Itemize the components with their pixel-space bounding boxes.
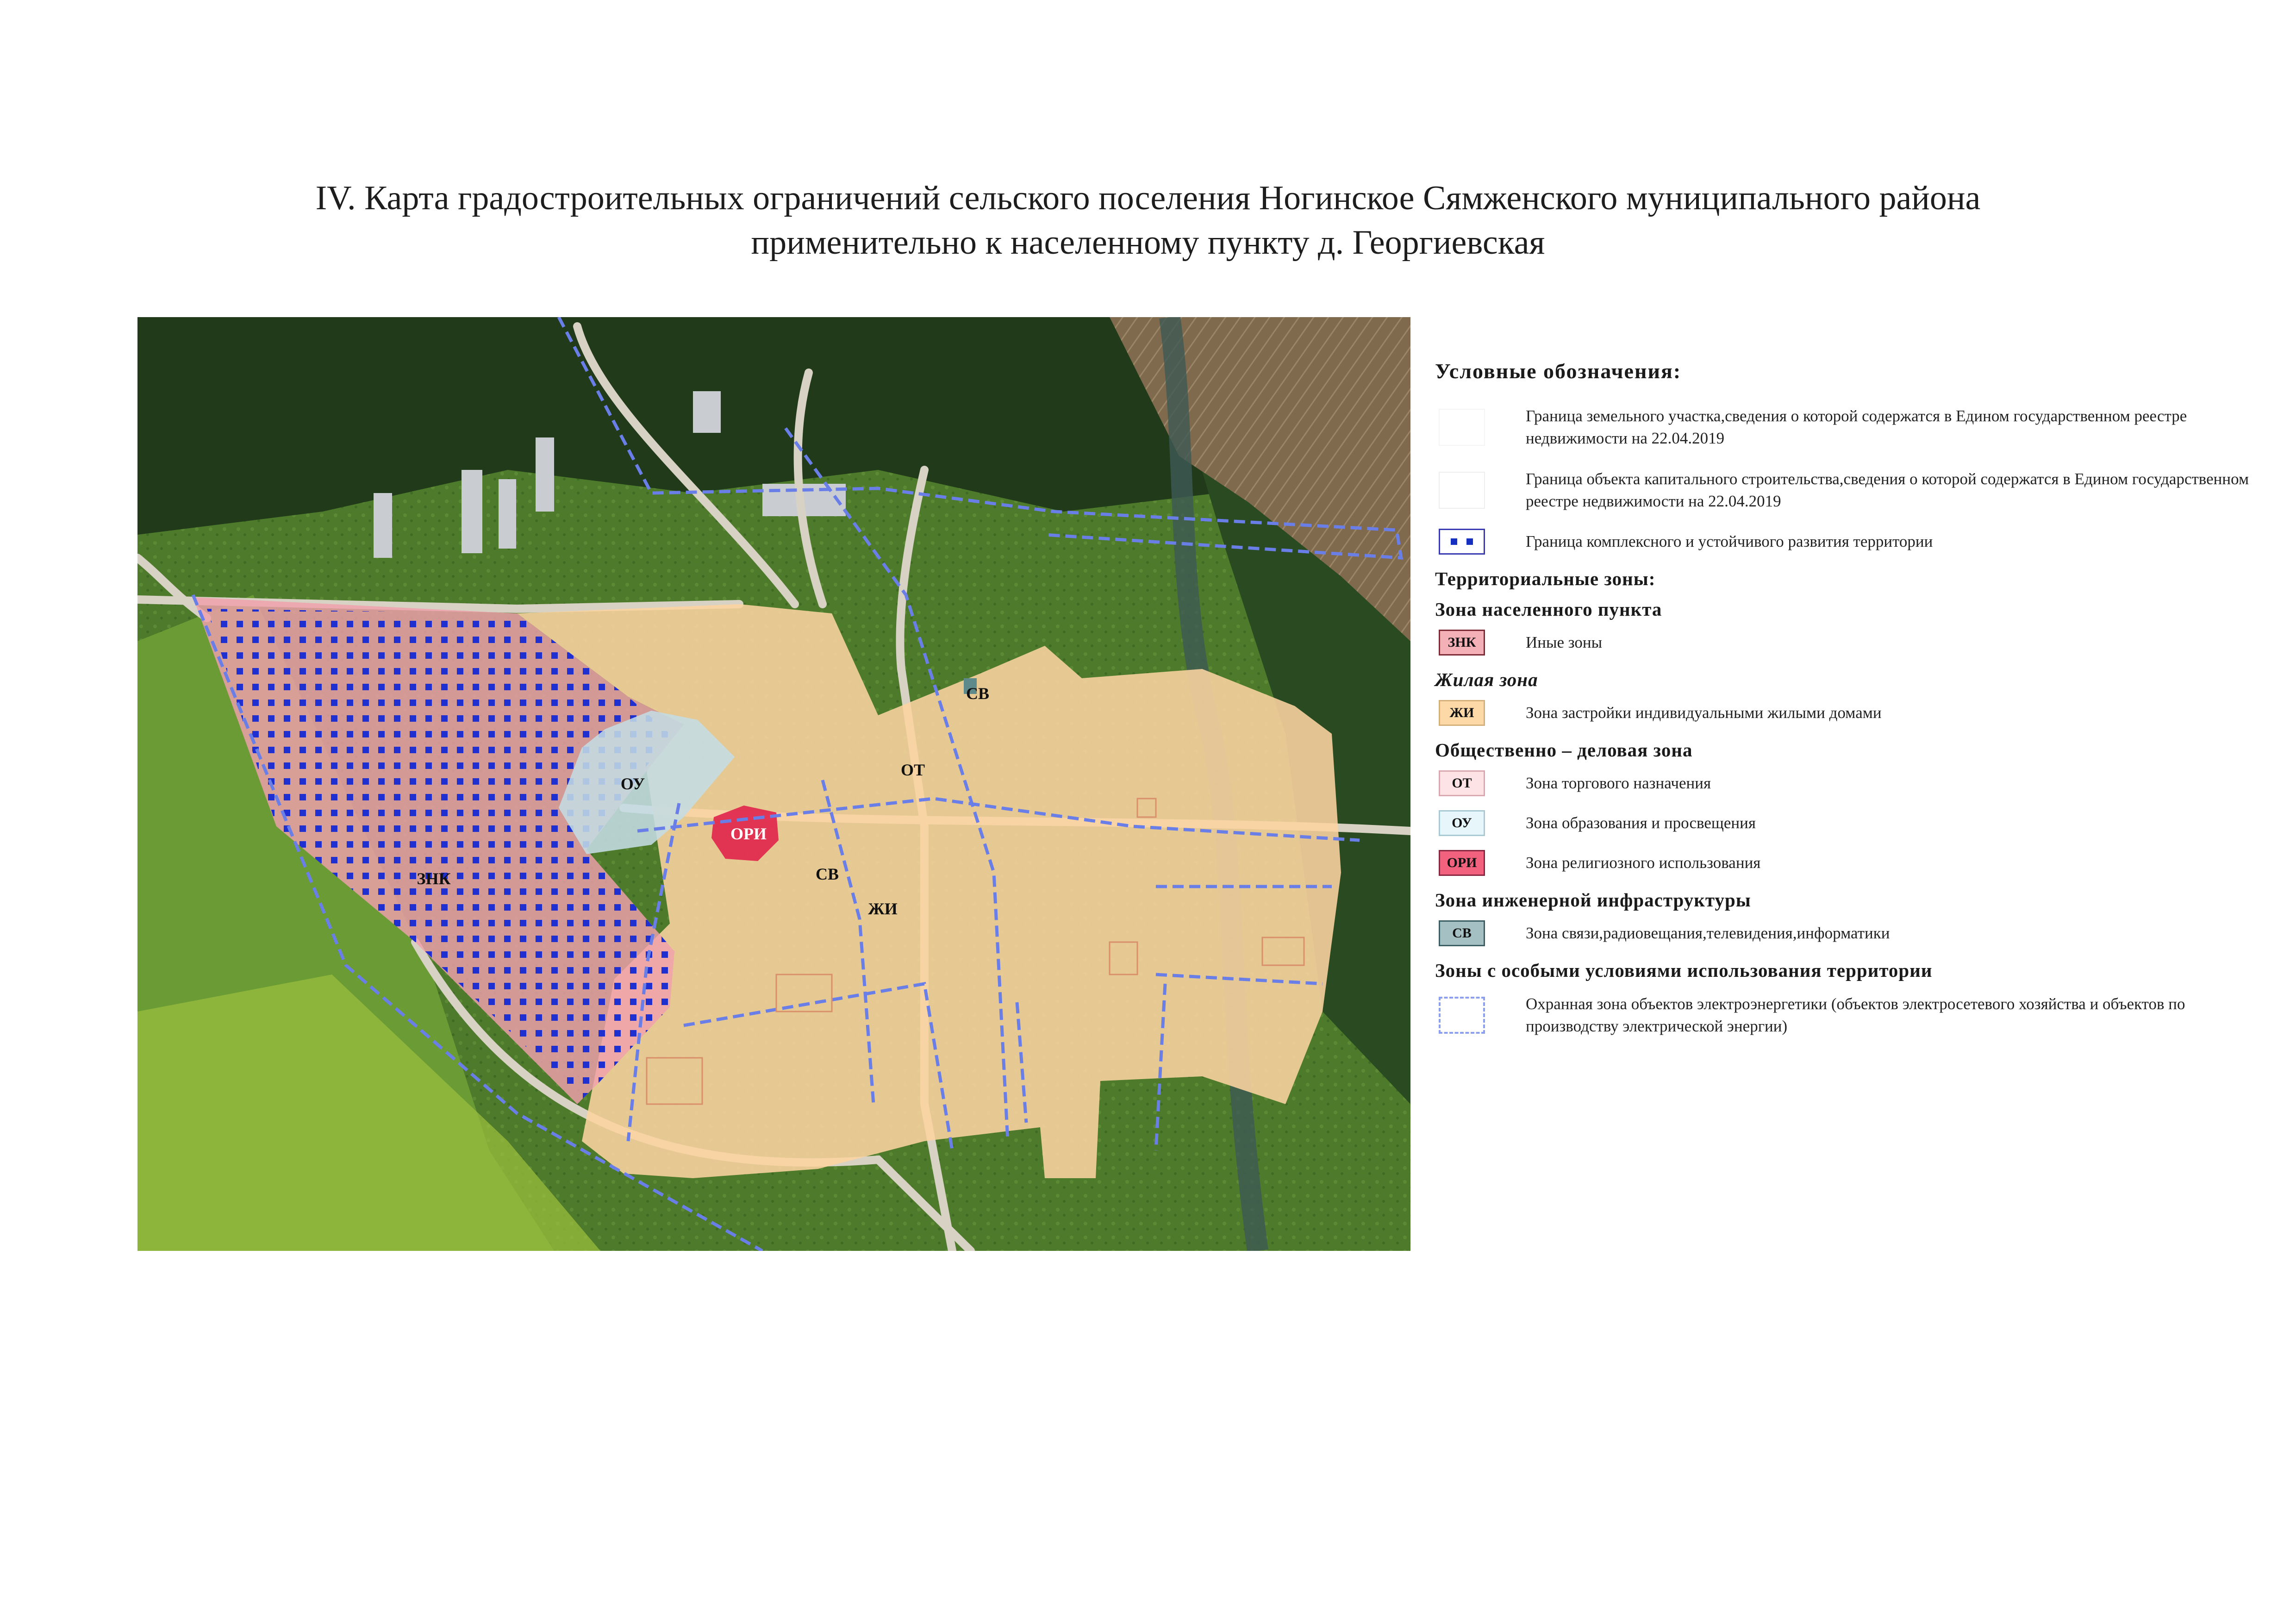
legend-text-development-boundary: Граница комплексного и устойчивого развития территории [1526,532,1933,550]
label-znk: ЗНК [417,869,451,888]
swatch-znk: ЗНК [1439,630,1485,656]
legend-text-protection: Охранная зона объектов электроэнергетики (объектов электросетевого хозяйства и объектов по производству электрической энергии) [1526,995,2185,1035]
legend-text-object-boundary: Граница объекта капитального строительства,сведения о которой содержатся в Едином государственном реестре недвижимости на 22.04.2019 [1526,470,2249,510]
legend-item-ot [1435,769,2268,797]
label-ori: ОРИ [730,824,767,843]
legend-item-object-boundary [1435,465,2268,516]
legend-item-development-boundary [1435,528,2268,556]
legend-text-znk: Иные зоны [1526,633,1603,651]
legend-item-ou [1435,809,2268,837]
swatch-protection [1439,997,1485,1034]
legend-text-ori: Зона религиозного использования [1526,854,1761,872]
map-legend [1435,359,2268,1053]
map-title [0,176,2296,265]
legend-section-territorial: Территориальные зоны: [1435,568,1656,589]
legend-item-ori [1435,849,2268,877]
legend-item-protection [1435,990,2268,1041]
label-ot: ОТ [900,761,925,779]
legend-item-land-boundary [1435,402,2268,453]
swatch-ot: ОТ [1439,770,1485,796]
legend-section-infra: Зона инженерной инфраструктуры [1435,889,1751,911]
legend-text-ot: Зона торгового назначения [1526,774,1711,792]
label-ou: ОУ [620,775,645,793]
swatch-sv: СВ [1439,920,1485,946]
legend-item-znk [1435,629,2268,656]
legend-section-special: Зоны с особыми условиями использования территории [1435,960,1933,981]
legend-text-ou: Зона образования и просвещения [1526,814,1756,832]
swatch-ori: ОРИ [1439,850,1485,876]
swatch-zhi: ЖИ [1439,700,1485,726]
swatch-development-boundary [1439,529,1485,555]
map-title-line-1: IV. Карта градостроительных ограничений сельского поселения Ногинское Сямженского муниципального района [315,179,1981,217]
legend-item-zhi [1435,699,2268,727]
map-title-line-2: применительно к населенному пункту д. Георгиевская [751,224,1545,262]
legend-title: Условные обозначения: [1435,359,1682,383]
legend-item-sv [1435,919,2268,947]
swatch-land-boundary [1439,409,1485,446]
legend-section-public: Общественно – деловая зона [1435,739,1693,761]
satellite-map[interactable] [137,317,1410,1251]
legend-section-residential: Жилая зона [1435,669,1538,690]
swatch-ou: ОУ [1439,810,1485,836]
swatch-object-boundary [1439,472,1485,509]
legend-text-land-boundary: Граница земельного участка,сведения о которой содержатся в Едином государственном реестре недвижимости на 22.04.2019 [1526,407,2187,447]
legend-text-sv: Зона связи,радиовещания,телевидения,информатики [1526,924,1890,942]
label-sv-north: СВ [966,684,990,703]
label-sv-center: СВ [815,865,839,883]
legend-text-zhi: Зона застройки индивидуальными жилыми домами [1526,704,1882,722]
label-zhi: ЖИ [868,899,898,918]
legend-section-settlement: Зона населенного пункта [1435,599,1662,620]
map-canvas [137,317,1410,1251]
